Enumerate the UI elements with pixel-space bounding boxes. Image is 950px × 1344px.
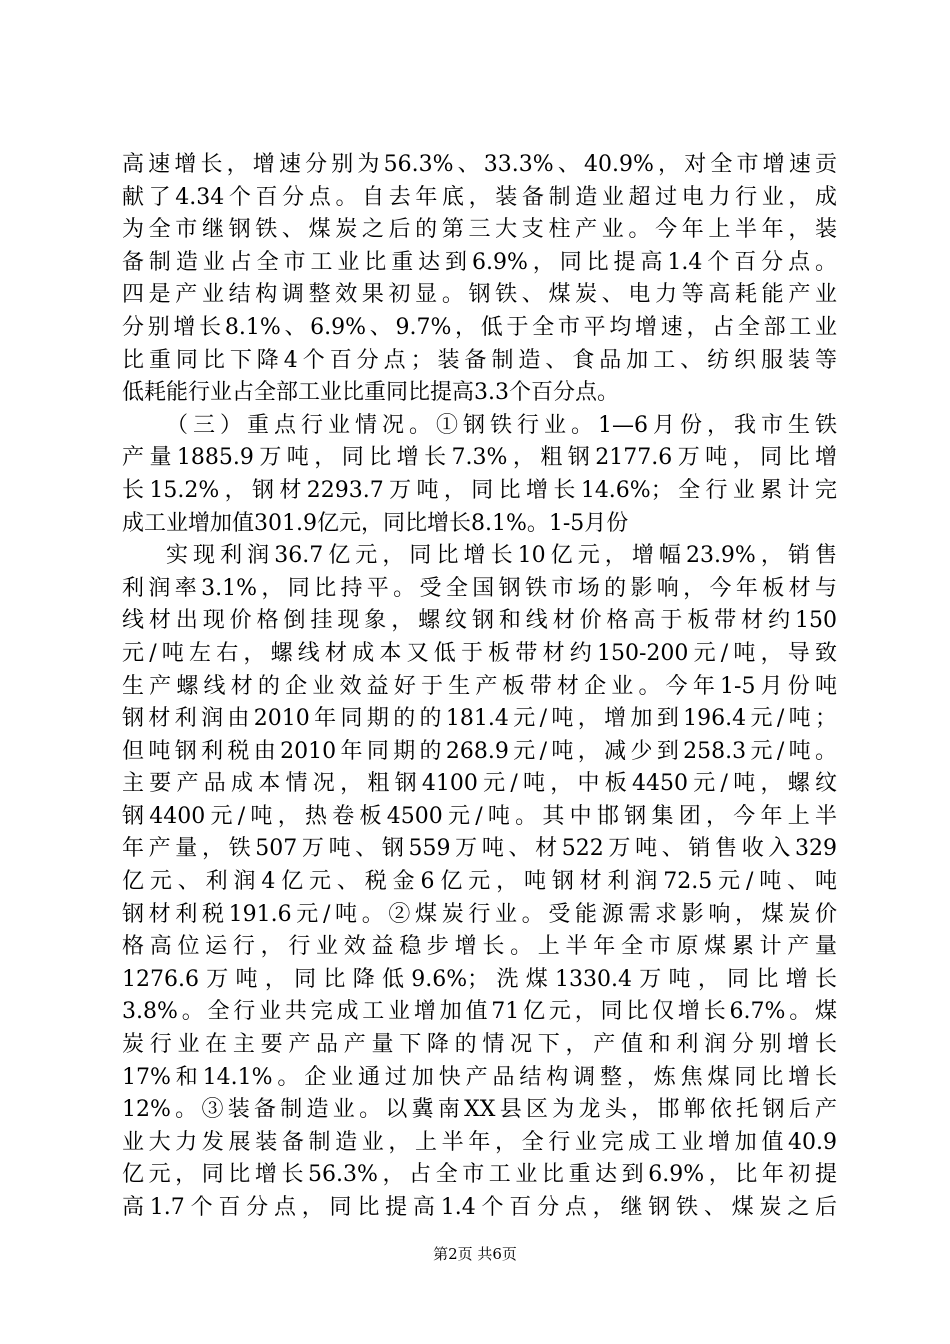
text-line: 钢材利税191.6元/吨。②煤炭行业。受能源需求影响，煤炭价 <box>122 901 837 927</box>
text-line: 1276.6万吨，同比降低9.6%；洗煤1330.4万吨，同比增长 <box>122 966 837 992</box>
text-line: 17%和14.1%。企业通过加快产品结构调整，炼焦煤同比增长 <box>122 1064 837 1090</box>
text-line: 比重同比下降4个百分点；装备制造、食品加工、纺织服装等 <box>122 347 837 373</box>
text-line: 高1.7个百分点，同比提高1.4个百分点，继钢铁、煤炭之后 <box>122 1195 837 1220</box>
text-line: 四是产业结构调整效果初显。钢铁、煤炭、电力等高耗能产业 <box>122 282 837 308</box>
text-line: 亿元，同比增长56.3%，占全市工业比重达到6.9%，比年初提 <box>122 1162 837 1188</box>
text-line: 年产量，铁507万吨、钢559万吨、材522万吨、销售收入329 <box>122 836 837 862</box>
text-line: 主要产品成本情况，粗钢4100元/吨，中板4450元/吨，螺纹 <box>122 771 837 797</box>
text-line: 炭行业在主要产品产量下降的情况下，产值和利润分别增长 <box>122 1032 837 1058</box>
text-line: 钢4400元/吨，热卷板4500元/吨。其中邯钢集团，今年上半 <box>122 803 837 829</box>
text-line: 线材出现价格倒挂现象，螺纹钢和线材价格高于板带材约150 <box>122 608 837 634</box>
text-line: 成工业增加值301.9亿元，同比增长8.1%。1-5月份 <box>122 510 629 536</box>
text-line: 钢材利润由2010年同期的的181.4元/吨，增加到196.4元/吨； <box>122 706 837 732</box>
text-line: 长15.2%，钢材2293.7万吨，同比增长14.6%；全行业累计完 <box>122 477 837 503</box>
text-line: 利润率3.1%，同比持平。受全国钢铁市场的影响，今年板材与 <box>122 575 837 601</box>
body-text <box>122 149 837 1225</box>
text-line: 3.8%。全行业共完成工业增加值71亿元，同比仅增长6.7%。煤 <box>122 999 837 1025</box>
text-line: 献了4.34个百分点。自去年底，装备制造业超过电力行业，成 <box>122 184 837 210</box>
text-line: 业大力发展装备制造业，上半年，全行业完成工业增加值40.9 <box>122 1129 837 1155</box>
text-line: 高速增长，增速分别为56.3%、33.3%、40.9%，对全市增速贡 <box>122 152 837 177</box>
page-number-footer: 第2页 共6页 <box>433 1245 517 1263</box>
text-line: 分别增长8.1%、6.9%、9.7%，低于全市平均增速，占全部工业 <box>122 314 837 340</box>
text-line: 元/吨左右，螺线材成本又低于板带材约150-200元/吨，导致 <box>122 640 837 666</box>
text-line: 12%。③装备制造业。以冀南XX县区为龙头，邯郸依托钢后产 <box>122 1097 837 1123</box>
text-line: 格高位运行，行业效益稳步增长。上半年全市原煤累计产量 <box>122 934 837 960</box>
text-line: 为全市继钢铁、煤炭之后的第三大支柱产业。今年上半年，装 <box>122 217 837 243</box>
text-line: 备制造业占全市工业比重达到6.9%，同比提高1.4个百分点。 <box>122 249 837 275</box>
text-line: 生产螺线材的企业效益好于生产板带材企业。今年1-5月份吨 <box>122 673 837 699</box>
paragraph-start-line: 实现利润36.7亿元，同比增长10亿元，增幅23.9%，销售 <box>166 543 837 569</box>
text-line: 但吨钢利税由2010年同期的268.9元/吨，减少到258.3元/吨。 <box>122 738 837 764</box>
section-heading-line: （三）重点行业情况。①钢铁行业。1—6月份，我市生铁 <box>166 412 837 438</box>
text-line: 产量1885.9万吨，同比增长7.3%，粗钢2177.6万吨，同比增 <box>122 445 837 471</box>
text-line: 亿元、利润4亿元、税金6亿元，吨钢材利润72.5元/吨、吨 <box>122 869 837 895</box>
text-line: 低耗能行业占全部工业比重同比提高3.3个百分点。 <box>122 380 619 406</box>
